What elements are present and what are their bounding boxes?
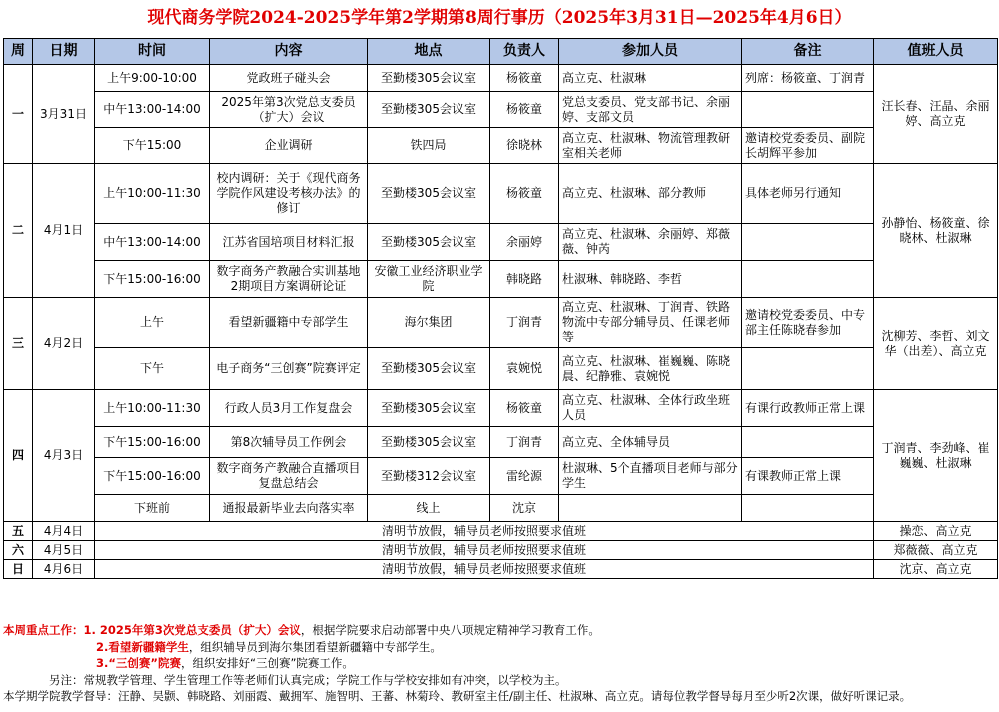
header-content: 内容 — [210, 39, 368, 65]
header-owner: 负责人 — [490, 39, 559, 65]
place-cell: 至勤楼305会议室 — [368, 427, 490, 458]
place-cell: 至勤楼305会议室 — [368, 224, 490, 261]
focus-1-text: ，根据学院要求启动部署中央八项规定精神学习教育工作。 — [300, 623, 600, 637]
header-date: 日期 — [33, 39, 95, 65]
attendees-cell: 高立克、杜淑琳、物流管理教研室相关老师 — [559, 128, 742, 164]
owner-cell: 韩晓路 — [490, 261, 559, 298]
table-row — [4, 92, 998, 128]
duty-cell: 丁润青、李劲峰、崔巍巍、杜淑琳 — [874, 390, 998, 522]
header-duty: 值班人员 — [874, 39, 998, 65]
content-cell: 2025年第3次党总支委员（扩大）会议 — [210, 92, 368, 128]
owner-cell: 余丽婷 — [490, 224, 559, 261]
owner-cell: 杨筱童 — [490, 164, 559, 224]
owner-cell: 杨筱童 — [490, 65, 559, 92]
date-cell: 4月2日 — [33, 298, 95, 390]
duty-cell: 沈京、高立克 — [874, 560, 998, 579]
notes-section — [3, 622, 997, 710]
table-row — [4, 458, 998, 495]
remark-cell — [742, 261, 874, 298]
place-cell: 铁四局 — [368, 128, 490, 164]
remark-cell — [742, 224, 874, 261]
holiday-text-cell: 清明节放假，辅导员老师按照要求值班 — [95, 560, 874, 579]
duty-cell: 汪长春、汪晶、余丽婷、高立克 — [874, 65, 998, 164]
attendees-cell — [559, 495, 742, 522]
time-cell: 上午10:00-11:30 — [95, 390, 210, 427]
time-cell: 下班前 — [95, 495, 210, 522]
remark-cell: 邀请校党委委员、副院长胡辉平参加 — [742, 128, 874, 164]
place-cell: 线上 — [368, 495, 490, 522]
table-row — [4, 348, 998, 390]
duty-cell: 沈柳芳、李哲、刘文华（出差）、高立克 — [874, 298, 998, 390]
attendees-cell: 高立克、杜淑琳、崔巍巍、陈晓晨、纪静雅、袁婉悦 — [559, 348, 742, 390]
date-cell: 3月31日 — [33, 65, 95, 164]
duty-cell: 操恋、高立克 — [874, 522, 998, 541]
remark-cell: 有课行政教师正常上课 — [742, 390, 874, 427]
place-cell: 至勤楼305会议室 — [368, 348, 490, 390]
holiday-row — [4, 522, 998, 541]
page-title: 现代商务学院2024-2025学年第2学期第8周行事历（2025年3月31日—2025年4月6日） — [147, 8, 852, 28]
content-cell: 江苏省国培项目材料汇报 — [210, 224, 368, 261]
attendees-cell: 高立克、杜淑琳、余丽婷、郑薇薇、钟芮 — [559, 224, 742, 261]
place-cell: 至勤楼305会议室 — [368, 164, 490, 224]
table-row — [4, 427, 998, 458]
content-cell: 校内调研：关于《现代商务学院作风建设考核办法》的修订 — [210, 164, 368, 224]
time-cell: 上午9:00-10:00 — [95, 65, 210, 92]
content-cell: 通报最新毕业去向落实率 — [210, 495, 368, 522]
header-time: 时间 — [95, 39, 210, 65]
attendees-cell: 高立克、杜淑琳 — [559, 65, 742, 92]
remark-cell — [742, 495, 874, 522]
focus-label: 本周重点工作： — [3, 623, 84, 637]
content-cell: 看望新疆籍中专部学生 — [210, 298, 368, 348]
week-cell: 四 — [4, 390, 33, 522]
attendees-cell: 高立克、全体辅导员 — [559, 427, 742, 458]
time-cell: 中午13:00-14:00 — [95, 224, 210, 261]
attendees-cell: 高立克、杜淑琳、部分教师 — [559, 164, 742, 224]
content-cell: 党政班子碰头会 — [210, 65, 368, 92]
week-cell: 二 — [4, 164, 33, 298]
focus-3-text: ，组织安排好“三创赛”院赛工作。 — [181, 656, 354, 670]
holiday-row — [4, 541, 998, 560]
content-cell: 电子商务“三创赛”院赛评定 — [210, 348, 368, 390]
content-cell: 企业调研 — [210, 128, 368, 164]
focus-line-1 — [3, 622, 997, 639]
table-row — [4, 224, 998, 261]
date-cell: 4月5日 — [33, 541, 95, 560]
time-cell: 中午13:00-14:00 — [95, 92, 210, 128]
table-row — [4, 65, 998, 92]
focus-3-title: 3.“三创赛”院赛 — [96, 656, 181, 670]
owner-cell: 雷纶源 — [490, 458, 559, 495]
week-cell: 六 — [4, 541, 33, 560]
table-row — [4, 495, 998, 522]
owner-cell: 丁润青 — [490, 427, 559, 458]
content-cell: 第8次辅导员工作例会 — [210, 427, 368, 458]
focus-1-title: 1. 2025年第3次党总支委员（扩大）会议 — [83, 623, 301, 637]
table-header-row — [4, 39, 998, 65]
owner-cell: 沈京 — [490, 495, 559, 522]
header-attendees: 参加人员 — [559, 39, 742, 65]
time-cell: 上午10:00-11:30 — [95, 164, 210, 224]
place-cell: 至勤楼312会议室 — [368, 458, 490, 495]
remark-cell: 有课教师正常上课 — [742, 458, 874, 495]
week-cell: 五 — [4, 522, 33, 541]
header-place: 地点 — [368, 39, 490, 65]
table-row — [4, 261, 998, 298]
supervisors-note: 本学期学院教学督导：汪静、吴颢、韩晓路、刘丽霞、戴拥军、施智明、王蕃、林菊玲、教研室主任/副主任、杜淑琳、高立克。请每位教学督导每月至少听2次课，做好听课记录。 — [3, 689, 912, 703]
attendees-cell: 党总支委员、党支部书记、余丽婷、支部文员 — [559, 92, 742, 128]
remark-cell — [742, 427, 874, 458]
time-cell: 下午15:00 — [95, 128, 210, 164]
focus-line-2 — [3, 639, 997, 656]
content-cell: 行政人员3月工作复盘会 — [210, 390, 368, 427]
owner-cell: 丁润青 — [490, 298, 559, 348]
attendees-cell: 杜淑琳、韩晓路、李哲 — [559, 261, 742, 298]
remark-cell: 邀请校党委委员、中专部主任陈晓春参加 — [742, 298, 874, 348]
content-cell: 数字商务产教融合实训基地2期项目方案调研论证 — [210, 261, 368, 298]
remark-cell — [742, 92, 874, 128]
table-row — [4, 390, 998, 427]
owner-cell: 袁婉悦 — [490, 348, 559, 390]
place-cell: 海尔集团 — [368, 298, 490, 348]
also-note: 另注：常规教学管理、学生管理工作等老师们认真完成；学院工作与学校安排如有冲突，以学校为主。 — [49, 672, 567, 687]
week-cell: 日 — [4, 560, 33, 579]
table-row — [4, 128, 998, 164]
remark-cell — [742, 348, 874, 390]
date-cell: 4月1日 — [33, 164, 95, 298]
time-cell: 下午 — [95, 348, 210, 390]
owner-cell: 徐晓林 — [490, 128, 559, 164]
table-row — [4, 298, 998, 348]
holiday-row — [4, 560, 998, 579]
remark-cell: 具体老师另行通知 — [742, 164, 874, 224]
holiday-text-cell: 清明节放假，辅导员老师按照要求值班 — [95, 522, 874, 541]
duty-cell: 郑薇薇、高立克 — [874, 541, 998, 560]
date-cell: 4月4日 — [33, 522, 95, 541]
remark-cell: 列席：杨筱童、丁润青 — [742, 65, 874, 92]
place-cell: 至勤楼305会议室 — [368, 65, 490, 92]
owner-cell: 杨筱童 — [490, 390, 559, 427]
schedule-table — [3, 38, 998, 579]
attendees-cell: 杜淑琳、5个直播项目老师与部分学生 — [559, 458, 742, 495]
header-week: 周 — [4, 39, 33, 65]
time-cell: 上午 — [95, 298, 210, 348]
focus-2-title: 2.看望新疆籍学生 — [96, 639, 189, 654]
content-cell: 数字商务产教融合直播项目复盘总结会 — [210, 458, 368, 495]
holiday-text-cell: 清明节放假，辅导员老师按照要求值班 — [95, 541, 874, 560]
owner-cell: 杨筱童 — [490, 92, 559, 128]
time-cell: 下午15:00-16:00 — [95, 458, 210, 495]
focus-line-3 — [3, 655, 997, 672]
table-row — [4, 164, 998, 224]
attendees-cell: 高立克、杜淑琳、全体行政坐班人员 — [559, 390, 742, 427]
place-cell: 安徽工业经济职业学院 — [368, 261, 490, 298]
duty-cell: 孙静怡、杨筱童、徐晓林、杜淑琳 — [874, 164, 998, 298]
week-cell: 一 — [4, 65, 33, 164]
week-cell: 三 — [4, 298, 33, 390]
time-cell: 下午15:00-16:00 — [95, 261, 210, 298]
time-cell: 下午15:00-16:00 — [95, 427, 210, 458]
focus-2-text: ，组织辅导员到海尔集团看望新疆籍中专部学生。 — [188, 639, 442, 654]
header-remark: 备注 — [742, 39, 874, 65]
place-cell: 至勤楼305会议室 — [368, 390, 490, 427]
date-cell: 4月6日 — [33, 560, 95, 579]
date-cell: 4月3日 — [33, 390, 95, 522]
place-cell: 至勤楼305会议室 — [368, 92, 490, 128]
attendees-cell: 高立克、杜淑琳、丁润青、铁路物流中专部分辅导员、任课老师等 — [559, 298, 742, 348]
